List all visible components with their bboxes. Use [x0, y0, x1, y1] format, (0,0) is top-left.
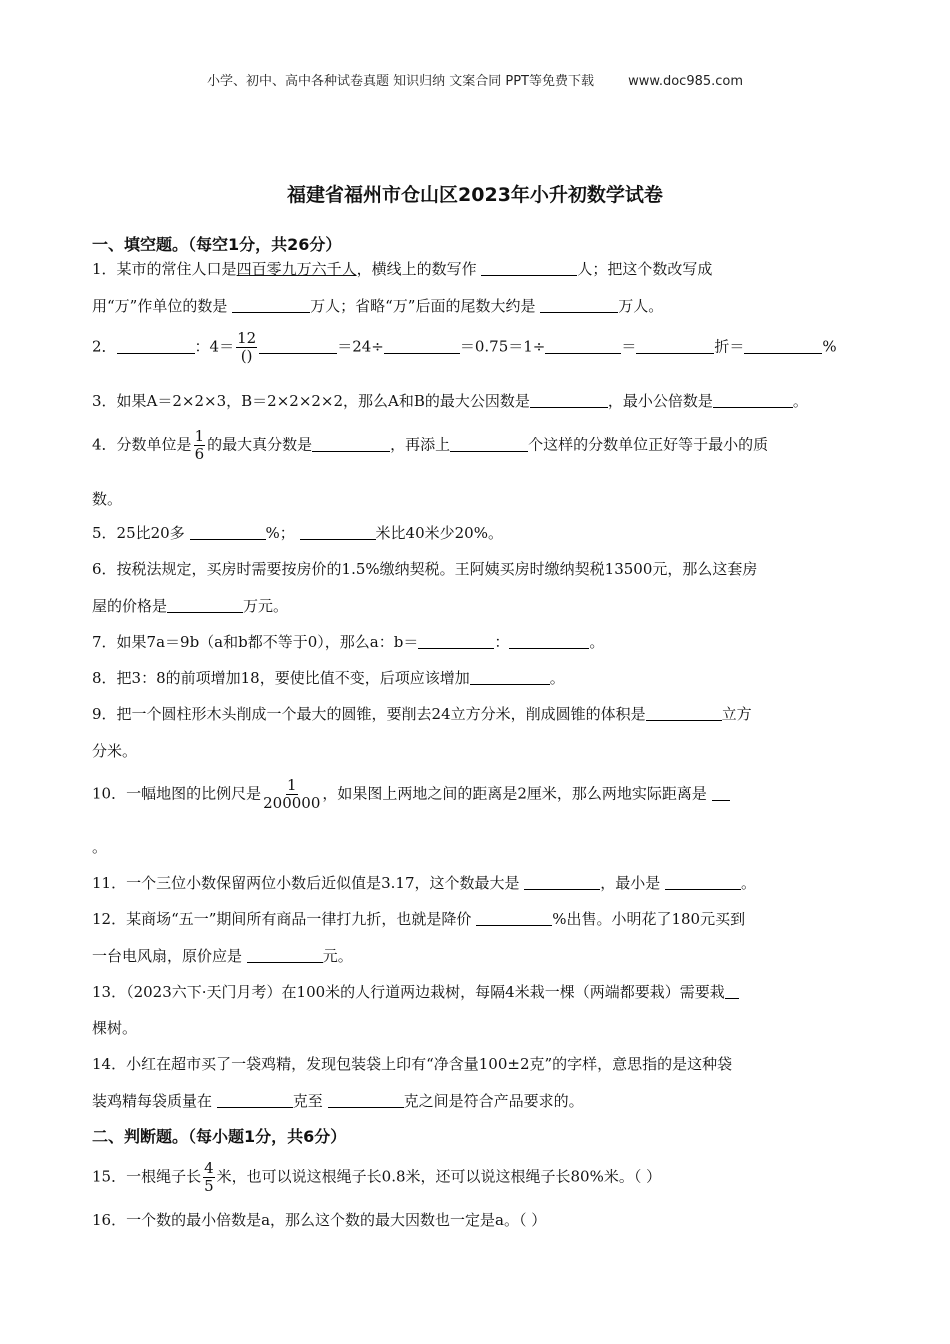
page-header — [0, 70, 950, 89]
answer-blank[interactable] — [328, 1092, 404, 1108]
fraction: $\frac{1}{200000}$ — [263, 776, 321, 812]
question-6-cont: 屋的价格是 万元。 — [92, 597, 289, 615]
answer-blank[interactable] — [259, 338, 337, 354]
question-13: 13．（2023六下·天门月考）在100米的人行道两边栽树，每隔4米栽一棵（两端都要栽）需要栽 — [92, 981, 739, 1003]
question-15: 15．一根绳子长 $\frac{4}{5}$ 米，也可以说这根绳子长0.8米，还可以说这根绳子长80%米。（ ） — [92, 1159, 662, 1195]
answer-blank[interactable] — [312, 436, 390, 452]
answer-blank[interactable] — [524, 874, 600, 890]
question-14: 14．小红在超市买了一袋鸡精，发现包装袋上印有“净含量100±2克”的字样，意思指的是这种袋 — [92, 1055, 733, 1073]
answer-blank[interactable] — [117, 338, 195, 354]
question-4: 4．分数单位是 $\frac{1}{6}$ 的最大真分数是 ，再添上 个这样的分数单位正好等于最小的质 — [92, 427, 769, 463]
fraction: $\frac{1}{6}$ — [194, 427, 205, 463]
answer-blank[interactable] — [530, 392, 608, 408]
answer-blank[interactable] — [300, 524, 376, 540]
question-3: 3．如果A＝2×2×3，B＝2×2×2×2，那么A和B的最大公因数是 ，最小公倍数是 。 — [92, 392, 808, 410]
fraction: $\frac{12}{()}$ — [237, 329, 257, 365]
answer-blank[interactable] — [217, 1092, 293, 1108]
question-4-cont: 数。 — [92, 490, 123, 508]
answer-blank[interactable] — [540, 297, 618, 313]
answer-blank[interactable] — [636, 338, 714, 354]
question-9: 9．把一个圆柱形木头削成一个最大的圆锥，要削去24立方分米，削成圆锥的体积是 立方 — [92, 705, 752, 723]
header-url: www.doc985.com — [628, 74, 744, 89]
question-6: 6．按税法规定，买房时需要按房价的1.5%缴纳契税。王阿姨买房时缴纳契税13500元，那么这套房 — [92, 560, 758, 578]
question-10-cont: 。 — [92, 838, 108, 856]
question-1: 1．某市的常住人口是四百零九万六千人，横线上的数写作 人；把这个数改写成 — [92, 260, 713, 278]
answer-blank[interactable] — [232, 297, 310, 313]
answer-blank[interactable] — [646, 705, 722, 721]
question-11: 11．一个三位小数保留两位小数后近似值是3.17，这个数最大是 ，最小是 。 — [92, 874, 757, 892]
section-heading-judge: 二、判断题。（每小题1分，共6分） — [92, 1127, 347, 1146]
answer-blank[interactable] — [167, 597, 243, 613]
fraction: $\frac{4}{5}$ — [204, 1159, 214, 1195]
answer-blank[interactable] — [384, 338, 460, 354]
answer-blank[interactable] — [450, 436, 528, 452]
answer-blank[interactable] — [476, 910, 552, 926]
answer-blank[interactable] — [470, 669, 550, 685]
answer-blank[interactable] — [481, 260, 577, 276]
question-8: 8．把3：8的前项增加18，要使比值不变，后项应该增加 。 — [92, 669, 565, 687]
question-2: 2． ：4＝ $\frac{12}{()}$ ＝24÷ ＝0.75＝1÷ ＝ 折＝ % — [92, 329, 837, 365]
answer-blank[interactable] — [545, 338, 621, 354]
question-16: 16．一个数的最小倍数是a，那么这个数的最大因数也一定是a。（ ） — [92, 1211, 547, 1229]
page-title: 福建省福州市仓山区2023年小升初数学试卷 — [287, 184, 663, 206]
question-12: 12．某商场“五一”期间所有商品一律打九折，也就是降价 %出售。小明花了180元买到 — [92, 910, 746, 928]
answer-blank[interactable] — [509, 633, 589, 649]
question-12-cont: 一台电风扇，原价应是 元。 — [92, 947, 353, 965]
answer-blank[interactable] — [665, 874, 741, 890]
answer-blank[interactable] — [247, 947, 323, 963]
header-text: 小学、初中、高中各种试卷真题 知识归纳 文案合同 PPT等免费下载 — [206, 74, 594, 89]
question-1-cont: 用“万”作单位的数是 万人；省略“万”后面的尾数大约是 万人。 — [92, 297, 664, 315]
question-13-cont: 棵树。 — [92, 1019, 138, 1037]
question-9-cont: 分米。 — [92, 742, 138, 760]
question-7: 7．如果7a＝9b（a和b都不等于0），那么a：b＝ ： 。 — [92, 633, 605, 651]
answer-blank[interactable] — [190, 524, 266, 540]
answer-blank[interactable] — [725, 983, 739, 999]
question-10: 10．一幅地图的比例尺是 $\frac{1}{200000}$ ，如果图上两地之间的距离是2厘米，那么两地实际距离是 — [92, 777, 730, 812]
answer-blank[interactable] — [713, 392, 793, 408]
answer-blank[interactable] — [744, 338, 822, 354]
section-heading-fill: 一、填空题。（每空1分，共26分） — [92, 235, 342, 254]
answer-blank[interactable] — [418, 633, 494, 649]
answer-blank[interactable] — [712, 785, 730, 801]
question-5: 5．25比20多 %； 米比40米少20%。 — [92, 524, 503, 542]
question-14-cont: 装鸡精每袋质量在 克至 克之间是符合产品要求的。 — [92, 1092, 584, 1110]
